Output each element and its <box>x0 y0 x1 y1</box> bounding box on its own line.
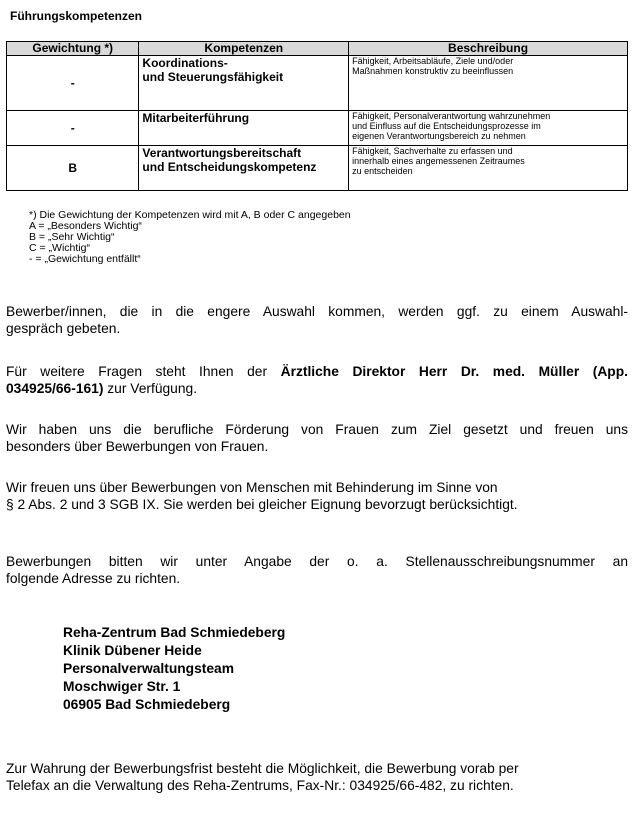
table-header-row <box>7 42 628 56</box>
footnote-line: C = „Wichtig“ <box>29 242 90 254</box>
address-line: Personalverwaltungsteam <box>63 661 234 676</box>
header-beschreibung: Beschreibung <box>349 42 628 56</box>
footnote-line: - = „Gewichtung entfällt“ <box>29 253 141 265</box>
beschreibung-line: innerhalb eines angemessenen Zeitraumes <box>352 156 525 166</box>
kompetenz-line: Koordinations- <box>142 56 228 70</box>
address-line: Moschwiger Str. 1 <box>63 679 181 694</box>
beschreibung-line: Maßnahmen konstruktiv zu beeinflussen <box>352 66 514 76</box>
footnote-line: *) Die Gewichtung der Kompetenzen wird mit A, B oder C angegeben <box>29 209 351 221</box>
paragraph-auswahl <box>6 303 628 337</box>
beschreibung-cell <box>349 111 628 146</box>
kompetenz-cell <box>139 111 349 146</box>
weight-cell: - <box>7 56 139 111</box>
kompetenz-line: und Entscheidungskompetenz <box>142 160 317 174</box>
footnote-line: A = „Besonders Wichtig“ <box>29 220 142 232</box>
paragraph-line: Bewerbungen bitten wir unter Angabe der o. a. Stellenausschreibungsnummer an <box>6 554 628 569</box>
beschreibung-line: eigenen Verantwortungsbereich zu nehmen <box>352 131 526 141</box>
weight-cell: - <box>7 111 139 146</box>
kompetenz-line: Verantwortungsbereitschaft <box>142 146 302 160</box>
kompetenz-line: Mitarbeiterführung <box>142 111 250 125</box>
paragraph-line: besonders über Bewerbungen von Frauen. <box>6 439 269 454</box>
contact-name: Ärztliche Direktor Herr Dr. med. Müller (App. <box>280 364 628 379</box>
contact-phone: 034925/66-161) <box>6 381 104 396</box>
competence-table <box>6 41 628 191</box>
contact-intro: Für weitere Fragen steht Ihnen der <box>6 364 268 379</box>
weight-cell: B <box>7 146 139 191</box>
paragraph-bewerbungen <box>6 553 628 587</box>
paragraph-line: § 2 Abs. 2 und 3 SGB IX. Sie werden bei gleicher Eignung bevorzugt berücksichtigt. <box>6 497 518 512</box>
paragraph-line: Bewerber/innen, die in die engere Auswahl kommen, werden ggf. zu einem Auswahl- <box>6 304 628 319</box>
contact-outro: zur Verfügung. <box>107 381 198 396</box>
section-heading: Führungskompetenzen <box>10 9 143 23</box>
kompetenz-cell <box>139 56 349 111</box>
header-gewichtung: Gewichtung *) <box>7 42 139 56</box>
beschreibung-line: und Einfluss auf die Entscheidungsprozesse im <box>352 121 541 131</box>
beschreibung-cell <box>349 56 628 111</box>
paragraph-line: folgende Adresse zu richten. <box>6 571 181 586</box>
footnote-line: B = „Sehr Wichtig“ <box>29 231 115 243</box>
paragraph-line: gespräch gebeten. <box>6 321 121 336</box>
paragraph-line <box>6 363 628 380</box>
beschreibung-line: Fähigkeit, Sachverhalte zu erfassen und <box>352 146 513 156</box>
weighting-footnotes <box>29 210 351 265</box>
paragraph-fragen <box>6 363 628 397</box>
beschreibung-cell <box>349 146 628 191</box>
paragraph-frauen <box>6 421 628 455</box>
paragraph-line: Wir haben uns die berufliche Förderung von Frauen zum Ziel gesetzt und freuen uns <box>6 422 628 437</box>
address-line: Klinik Dübener Heide <box>63 643 202 658</box>
beschreibung-line: Fähigkeit, Personalverantwortung wahrzunehmen <box>352 111 551 121</box>
paragraph-telefax <box>6 760 628 794</box>
application-address <box>63 624 285 714</box>
address-line: 06905 Bad Schmiedeberg <box>63 697 231 712</box>
kompetenz-cell <box>139 146 349 191</box>
header-kompetenzen: Kompetenzen <box>139 42 349 56</box>
address-line: Reha-Zentrum Bad Schmiedeberg <box>63 625 286 640</box>
paragraph-line: Telefax an die Verwaltung des Reha-Zentrums, Fax-Nr.: 034925/66-482, zu richten. <box>6 778 514 793</box>
beschreibung-line: Fähigkeit, Arbeitsabläufe, Ziele und/oder <box>352 56 514 66</box>
table-row <box>7 56 628 111</box>
table-row <box>7 111 628 146</box>
table-row <box>7 146 628 191</box>
kompetenz-line: und Steuerungsfähigkeit <box>142 70 284 84</box>
paragraph-behinderung <box>6 479 628 513</box>
beschreibung-line: zu entscheiden <box>352 166 413 176</box>
paragraph-line: Wir freuen uns über Bewerbungen von Menschen mit Behinderung im Sinne von <box>6 480 498 495</box>
paragraph-line <box>6 380 628 397</box>
paragraph-line: Zur Wahrung der Bewerbungsfrist besteht die Möglichkeit, die Bewerbung vorab per <box>6 761 519 776</box>
